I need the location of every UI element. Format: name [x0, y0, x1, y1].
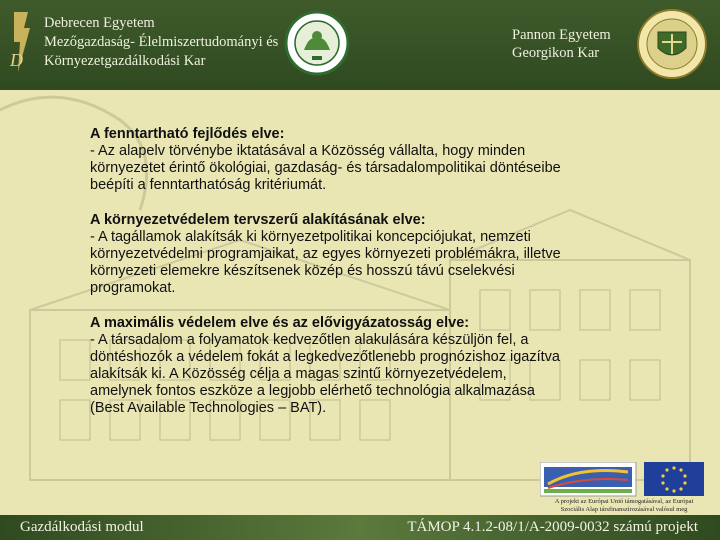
header-right-line: Pannon Egyetem: [512, 27, 611, 43]
slide-content: [90, 126, 690, 435]
footer-module-label: Gazdálkodási modul: [20, 519, 144, 535]
principle-line: - Az alapelv törvénybe iktatásával a Közösség vállalta, hogy minden: [90, 143, 526, 159]
eu-funding-line: Szociális Alap társfinanszírozásával valósul meg: [560, 506, 688, 513]
principle-line: alakítsák ki. A Közösség célja a magas szintű környezetvédelem,: [90, 366, 507, 382]
principle-line: - A társadalom a folyamatok kedvezőtlen alakulására készüljön fel, a: [90, 332, 529, 348]
principle-line: környezetet érintő ökológiai, gazdaság- és társadalompolitikai döntéseibe: [90, 160, 561, 176]
debrecen-logo-icon: [6, 8, 36, 76]
header-left-title: [44, 14, 278, 71]
header-band: [0, 0, 720, 90]
svg-text:D: D: [10, 50, 23, 70]
header-left-line: Debrecen Egyetem: [44, 15, 155, 31]
principle-line: döntéshozók a védelem fokát a legkedvezőtlenebb prognózishoz igazítva: [90, 349, 560, 365]
principle-paragraph: [90, 212, 690, 297]
principle-paragraph: [90, 126, 690, 194]
header-left-line: Mezőgazdaság- Élelmiszertudományi és: [44, 34, 279, 50]
eu-funding-line: A projekt az Európai Unió támogatásával, az Európai: [554, 498, 694, 505]
principle-line: - A tagállamok alakítsák ki környezetpolitikai koncepciójukat, nemzeti: [90, 229, 531, 245]
eu-funding-text: [536, 498, 712, 514]
principle-line: beépíti a fenntarthatóság kritériumát.: [90, 177, 327, 193]
header-right-line: Georgikon Kar: [512, 45, 600, 61]
principle-line: amelynek fontos eszköze a legjobb elérhető technológia alkalmazása: [90, 383, 535, 399]
principle-line: környezeti elemekre készítsenek közép és hosszú távú cselekvési: [90, 263, 515, 279]
principle-line: (Best Available Technologies – BAT).: [90, 400, 327, 416]
principle-paragraph: [90, 315, 690, 417]
principle-line: környezetvédelmi programjaikat, az egyes környezeti problémákra, illetve: [90, 246, 561, 262]
university-crest-icon: [636, 8, 708, 80]
footer-band: [0, 515, 720, 540]
principle-heading: A fenntartható fejlődés elve:: [90, 126, 285, 142]
principle-heading: A környezetvédelem tervszerű alakításának elve:: [90, 212, 426, 228]
eu-funding-block: [536, 460, 712, 520]
principle-line: programokat.: [90, 280, 176, 296]
funding-logos-icon: [540, 462, 708, 498]
header-left-line: Környezetgazdálkodási Kar: [44, 53, 206, 69]
footer-project-label: TÁMOP 4.1.2-08/1/A-2009-0032 számú projekt: [407, 519, 698, 535]
university-seal-icon: [284, 10, 350, 76]
header-right-title: [512, 26, 611, 62]
principle-heading: A maximális védelem elve és az elővigyázatosság elve:: [90, 315, 470, 331]
